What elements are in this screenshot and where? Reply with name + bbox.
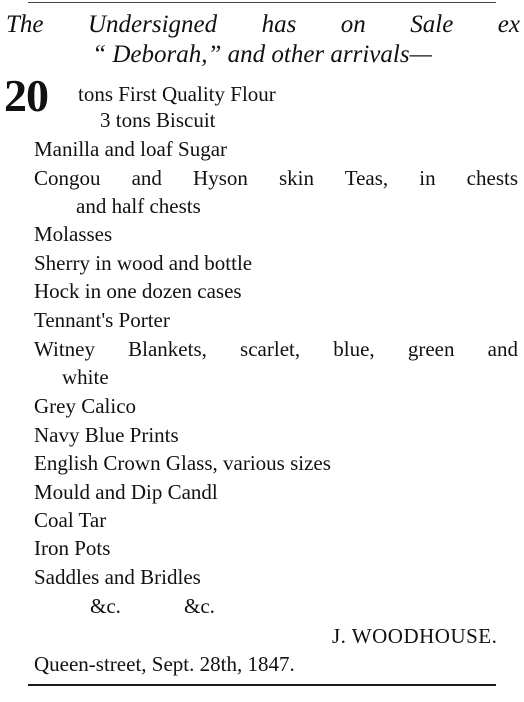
- list-item: 3 tons Biscuit: [100, 108, 216, 132]
- list-item: Witney Blankets, scarlet, blue, green and: [34, 337, 518, 361]
- list-item: Navy Blue Prints: [34, 423, 179, 447]
- list-item: Saddles and Bridles: [34, 565, 201, 589]
- list-item: Tennant's Porter: [34, 308, 170, 332]
- list-item: Hock in one dozen cases: [34, 279, 242, 303]
- list-item: Iron Pots: [34, 536, 111, 560]
- bottom-rule: [28, 684, 496, 686]
- address-date-line: Queen-street, Sept. 28th, 1847.: [34, 652, 295, 676]
- list-item: English Crown Glass, various sizes: [34, 451, 331, 475]
- etcetera-1: &c.: [90, 594, 121, 618]
- list-item-continuation: and half chests: [76, 194, 201, 218]
- heading-line-2: “ Deborah,” and other arrivals—: [92, 41, 432, 68]
- heading-line-1: The Undersigned has on Sale ex: [6, 11, 520, 38]
- list-item: Grey Calico: [34, 394, 137, 418]
- list-item: Molasses: [34, 222, 113, 246]
- list-item: Sherry in wood and bottle: [34, 251, 253, 275]
- lead-item-text: tons First Quality Flour: [78, 82, 276, 106]
- list-item: Coal Tar: [34, 508, 107, 532]
- list-item: Mould and Dip Candl: [34, 480, 218, 504]
- etcetera-2: &c.: [184, 594, 215, 618]
- list-item: Manilla and loaf Sugar: [34, 137, 228, 161]
- top-rule: [28, 2, 496, 3]
- list-item: Congou and Hyson skin Teas, in chests: [34, 166, 518, 190]
- list-item-continuation: white: [62, 365, 109, 389]
- signature: J. WOODHOUSE.: [332, 624, 498, 648]
- lead-quantity-number: 20: [4, 70, 48, 121]
